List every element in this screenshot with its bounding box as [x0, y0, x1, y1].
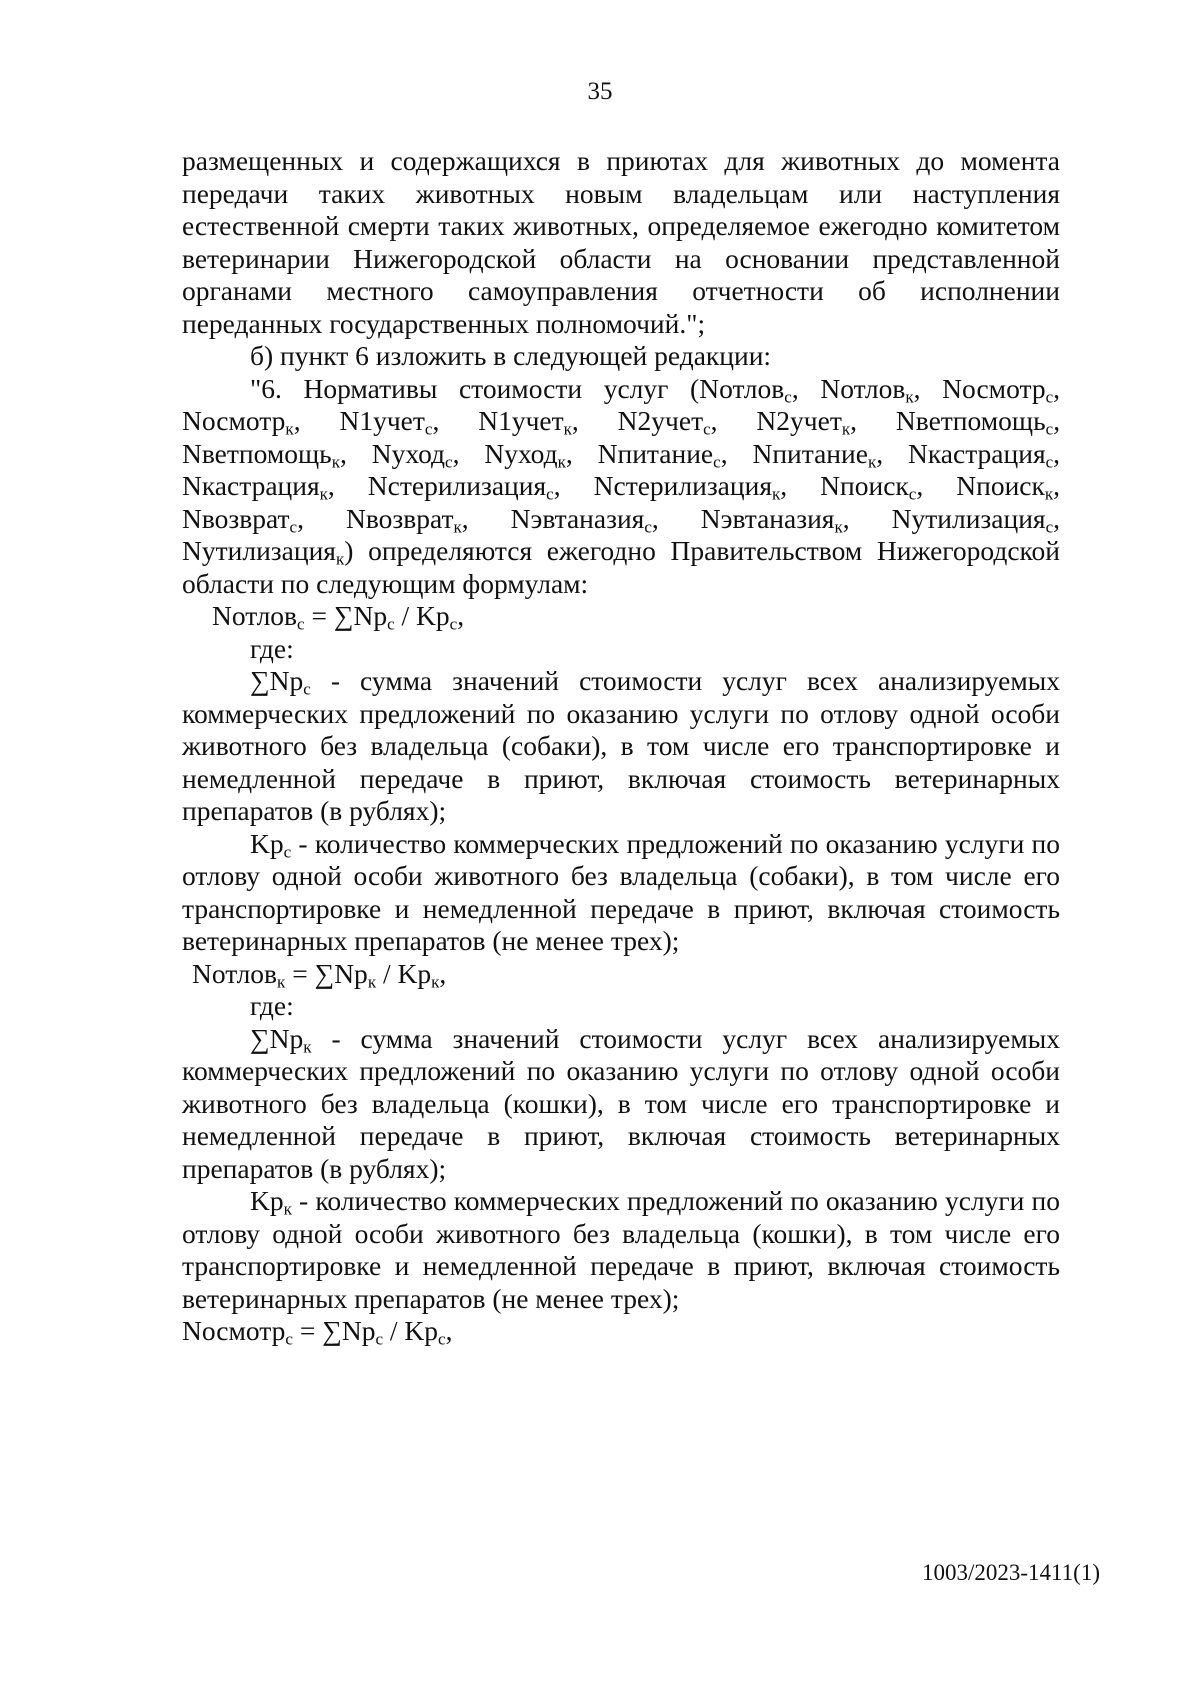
- where-label: где:: [250, 632, 294, 664]
- norm-symbol-sub: с: [289, 516, 298, 536]
- where-label: где:: [250, 990, 294, 1021]
- paragraph-item-b: б) пункт 6 изложить в следующей редакции:: [250, 340, 772, 371]
- norm-symbol-base: Nпитание: [752, 437, 868, 469]
- norm-symbol-base: Nпитание: [597, 437, 714, 469]
- definition-text: - сумма значений стоимости услуг всех анализируемых коммерческих предложений по оказанию услуги по отлову одной особи животного без владельца (собаки), в том числе его транспортировке и немедленной передаче в приют, включая стоимость ветеринарных препаратов (в рублях);: [182, 665, 1060, 826]
- definition-symbol: Kp: [250, 1185, 284, 1216]
- norm-symbol-sub: с: [703, 419, 711, 439]
- formula-sum-sub: с: [387, 614, 395, 634]
- definition-symbol-sub: к: [283, 1199, 292, 1219]
- norm-symbol-sub: с: [784, 386, 792, 406]
- formula-divisor: / Kp: [376, 957, 432, 989]
- norm-symbol-sub: с: [1045, 419, 1054, 439]
- norm-symbol: [895, 405, 1054, 439]
- formula-lhs: Nотлов: [212, 600, 298, 631]
- norm-symbol: [346, 503, 462, 534]
- norm-symbol-base: Nосмотр: [942, 372, 1046, 404]
- norm-symbol: [820, 373, 913, 404]
- norm-symbol-sub: к: [841, 419, 851, 439]
- definition-symbol-sub: с: [283, 841, 292, 861]
- norm-symbol-sub: к: [1044, 484, 1054, 504]
- norm-symbol: [182, 438, 340, 469]
- norm-symbol: [942, 373, 1053, 404]
- formula-sum-sub: с: [375, 1329, 384, 1349]
- formula-osmotr-c: [182, 1315, 1060, 1348]
- norm-symbol: [367, 470, 554, 504]
- norm-symbol-base: Nутилизация: [891, 502, 1046, 534]
- formula-lhs: Nотлов: [192, 957, 278, 989]
- formula-lhs: Nосмотр: [182, 1315, 286, 1346]
- norm-symbol-sub: к: [563, 419, 572, 439]
- norm-symbol-sub: к: [771, 484, 781, 504]
- norm-symbol-sub: с: [908, 484, 917, 504]
- definition-kp-c: [182, 828, 1060, 958]
- formula-tail: ,: [439, 957, 447, 989]
- definition-symbol: ∑Np: [250, 665, 304, 696]
- norm-symbol-sub: к: [335, 549, 345, 569]
- norm-symbol: [484, 438, 566, 469]
- norm-symbol-sub: с: [445, 451, 453, 471]
- norm-symbol-sub: к: [557, 451, 566, 471]
- norms-outro: ) определяются ежегодно Правительством Нижегородской области по следующим формулам:: [182, 535, 1060, 599]
- norm-symbol: [182, 470, 328, 504]
- formula-otlov-c: [182, 600, 1060, 633]
- norm-symbol-base: Nвозврат: [182, 502, 290, 534]
- formula-lhs-sub: с: [285, 1329, 293, 1349]
- formula-otlov-k: [182, 958, 1060, 991]
- formula-divisor: / Kp: [383, 1315, 439, 1346]
- definition-symbol: Kp: [250, 827, 284, 859]
- norms-intro: "6. Нормативы стоимости услуг (: [250, 372, 700, 404]
- norm-symbol-base: N2учет: [617, 405, 704, 436]
- norm-symbol: [908, 438, 1053, 469]
- norm-symbol-base: N1учет: [339, 405, 425, 436]
- norm-symbol-base: Nпоиск: [956, 470, 1045, 501]
- norm-symbol: [182, 535, 345, 569]
- norm-symbol-base: Nстерилизация: [367, 470, 547, 501]
- norm-symbol-sub: к: [834, 516, 843, 536]
- norm-symbol: [820, 470, 917, 504]
- formula-lhs-sub: к: [277, 971, 286, 991]
- norm-symbol: [617, 405, 711, 439]
- document-registration-number: 1003/2023-1411(1): [921, 1560, 1100, 1585]
- norm-symbol-base: Nэвтаназия: [510, 502, 645, 534]
- definition-kp-k: [182, 1185, 1060, 1315]
- norm-symbol-sub: с: [424, 419, 433, 439]
- definition-text: - количество коммерческих предложений по оказанию услуги по отлову одной особи животного без владельца (кошки), в том числе его транспортировке и немедленной передаче в приют, включая стоимость ветеринарных препаратов (не менее трех);: [182, 1185, 1060, 1314]
- norm-symbol: [478, 405, 572, 439]
- norm-symbol-base: Nветпомощь: [895, 405, 1046, 436]
- norm-symbol: [701, 503, 843, 534]
- definition-symbol-sub: с: [303, 679, 311, 699]
- norm-symbol-sub: к: [285, 419, 294, 439]
- norm-symbol-sub: с: [1045, 516, 1054, 536]
- formula-divisor-sub: с: [438, 1329, 446, 1349]
- norm-symbol-sub: к: [331, 451, 341, 471]
- norm-symbol-base: Nэвтаназия: [700, 502, 835, 534]
- formula-divisor-sub: с: [449, 614, 458, 634]
- norm-symbol-list: Nотлов$_с$, Nотлов$_к$, Nосмотр$_с$, Nосмотр$_к$, N1учет$_с$, N1учет$_к$, N2учет$_с$, N2учет$_к$, Nветпомощь$_с$, Nветпомощь$_к$, Nуход$_с$, Nуход$_к$, Nпитание$_с$, Nпитание$_к$, Nкастрация$_с$, Nкастрация$_к$, Nстерилизация$_с$, Nстерилизация$_к$, Nпоиск$_с$, Nпоиск$_к$, Nвозврат$_с$, Nвозврат$_к$, Nэвтаназия$_с$, Nэвтаназия$_к$, Nутилизация$_с$, Nутилизация$_к$: [182, 372, 1061, 569]
- norm-symbol-sub: с: [1045, 451, 1054, 471]
- norm-symbol-sub: к: [905, 386, 914, 406]
- definition-text: - сумма значений стоимости услуг всех анализируемых коммерческих предложений по оказанию услуги по отлову одной особи животного без владельца (кошки), в том числе его транспортировке и немедленной передаче в приют, включая стоимость ветеринарных препаратов (в рублях);: [182, 1022, 1060, 1184]
- norm-symbol: [892, 503, 1054, 534]
- norm-symbol-base: Nосмотр: [182, 405, 286, 436]
- definition-sum-np-c: [182, 665, 1060, 828]
- document-body: [182, 145, 1060, 1348]
- norm-symbol-base: Nотлов: [699, 372, 785, 404]
- norm-symbol: [372, 438, 453, 469]
- norm-symbol-sub: с: [713, 451, 721, 471]
- norm-symbol-sub: с: [546, 484, 554, 504]
- norm-symbol: [339, 405, 433, 439]
- norm-symbol-sub: с: [644, 516, 652, 536]
- norm-symbol-base: Nпоиск: [820, 470, 909, 501]
- paragraph-norms: [182, 373, 1060, 601]
- norm-symbol-base: Nутилизация: [182, 535, 336, 566]
- definition-text: - количество коммерческих предложений по оказанию услуги по отлову одной особи животного без владельца (собаки), в том числе его транспортировке и немедленной передаче в приют, включая стоимость ветеринарных препаратов (не менее трех);: [182, 827, 1060, 956]
- norm-symbol-base: Nуход: [484, 437, 558, 469]
- norm-symbol: [182, 503, 297, 534]
- norm-symbol-base: Nкастрация: [907, 437, 1046, 469]
- norm-symbol-base: Nветпомощь: [182, 437, 332, 469]
- norm-symbol-sub: к: [453, 516, 462, 536]
- definition-sum-np-k: [182, 1023, 1060, 1186]
- norm-symbol: [699, 373, 792, 404]
- norm-symbol-sub: с: [1045, 386, 1054, 406]
- norm-symbol: [511, 503, 652, 534]
- norm-symbol-base: Nкастрация: [182, 470, 320, 501]
- norm-symbol-sub: к: [319, 484, 328, 504]
- norm-symbol-base: Nвозврат: [345, 502, 454, 534]
- norm-symbol-sub: к: [867, 451, 877, 471]
- norm-symbol: [593, 470, 781, 504]
- formula-sum: = ∑Np: [292, 1315, 376, 1346]
- norm-symbol: [598, 438, 721, 469]
- norm-symbol: [956, 470, 1054, 504]
- formula-divisor-sub: к: [431, 971, 440, 991]
- formula-sum: = ∑Np: [304, 600, 388, 631]
- paragraph-continuation: размещенных и содержащихся в приютах для животных до момента передачи таких животных новым владельцам или наступления естественной смерти таких животных, определяемое ежегодно комитетом ветеринарии Нижегородской области на основании представленной органами местного самоуправления отчетности об исполнении переданных государственных полномочий.";: [182, 145, 1060, 339]
- formula-lhs-sub: с: [297, 614, 305, 634]
- formula-divisor: / Kp: [394, 600, 450, 631]
- norm-symbol-base: Nстерилизация: [593, 470, 772, 501]
- formula-sum: = ∑Np: [285, 957, 368, 989]
- formula-sum-sub: к: [367, 971, 377, 991]
- norm-symbol-base: N2учет: [756, 405, 842, 436]
- norm-symbol: [182, 405, 294, 439]
- norm-symbol-base: Nуход: [371, 437, 446, 469]
- formula-tail: ,: [445, 1315, 453, 1346]
- norm-symbol-base: Nотлов: [820, 372, 906, 404]
- norm-symbol: [756, 405, 851, 439]
- definition-symbol-sub: к: [303, 1036, 312, 1056]
- norm-symbol-base: N1учет: [478, 405, 564, 436]
- page-number: 35: [587, 78, 613, 105]
- formula-tail: ,: [457, 600, 465, 631]
- norm-symbol: [752, 438, 876, 469]
- definition-symbol: ∑Np: [250, 1022, 304, 1054]
